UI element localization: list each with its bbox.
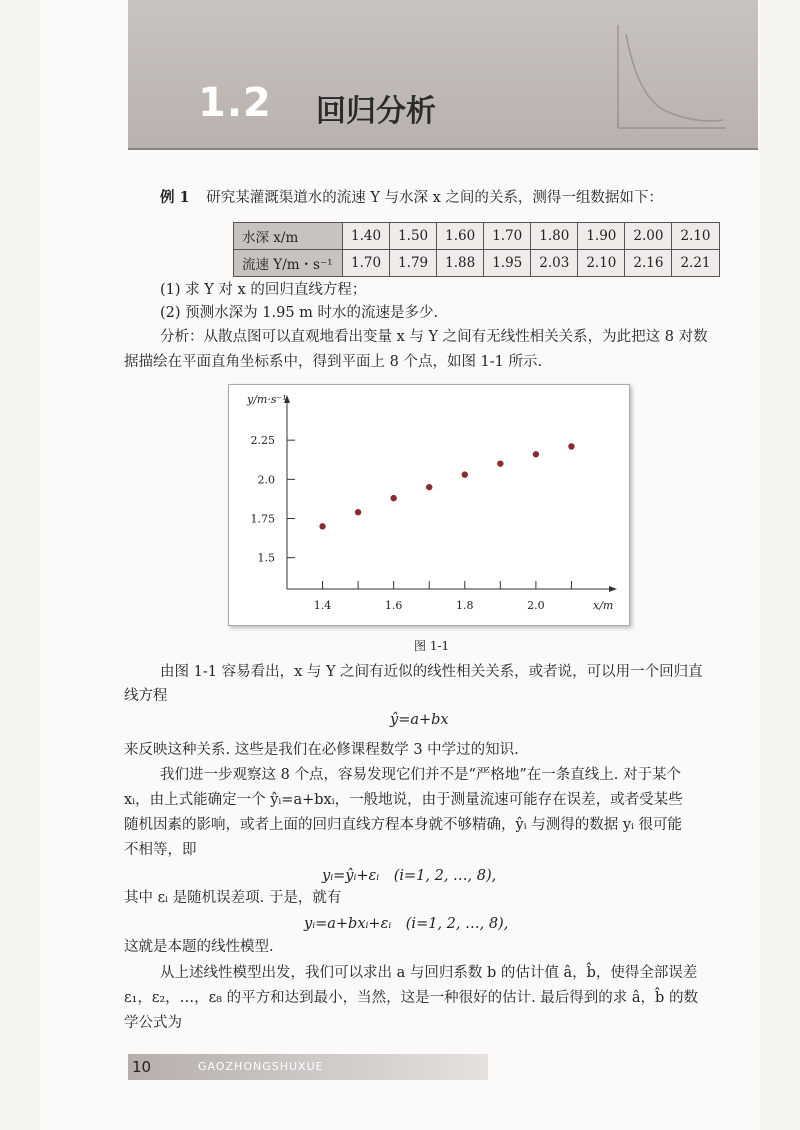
y-tick-label: 2.25	[250, 434, 275, 448]
row-header: 水深 x/m	[234, 223, 343, 250]
table-cell: 1.88	[437, 250, 484, 277]
table-cell: 1.60	[437, 223, 484, 250]
scatter-plot-svg	[229, 385, 629, 625]
x-axis-arrow	[609, 586, 617, 592]
table-cell: 1.70	[343, 250, 390, 277]
x-tick-label: 2.0	[527, 599, 545, 612]
paragraph-1-line-2: 线方程	[124, 688, 168, 704]
error-equation: yᵢ=ŷᵢ+εᵢ (i=1, 2, …, 8),	[322, 868, 497, 884]
data-point	[533, 451, 539, 457]
x-axis-label: x/m	[593, 599, 614, 612]
footer-brand: GAOZHONGSHUXUE	[198, 1060, 324, 1073]
regression-equation: ŷ=a+bx	[390, 712, 449, 728]
example-statement: 研究某灌溉渠道水的流速 Y 与水深 x 之间的关系，测得一组数据如下：	[206, 190, 663, 206]
paragraph-5: 这就是本题的线性模型.	[124, 939, 274, 955]
table-cell: 2.00	[625, 223, 672, 250]
paragraph-3-line-3: 随机因素的影响，或者上面的回归直线方程本身就不够精确，ŷᵢ 与测得的数据 yᵢ 很可能	[124, 817, 683, 833]
page-number: 10	[132, 1058, 152, 1076]
y-axis-label: y/m·s⁻¹	[247, 393, 287, 406]
x-tick-label: 1.8	[456, 599, 474, 612]
table-cell: 2.10	[578, 250, 625, 277]
table-cell: 1.95	[484, 250, 531, 277]
linear-model-equation: yᵢ=a+bxᵢ+εᵢ (i=1, 2, …, 8),	[304, 916, 509, 932]
table-cell: 1.40	[343, 223, 390, 250]
paragraph-6-line-3: 学公式为	[124, 1015, 182, 1031]
paragraph-6-line-1: 从上述线性模型出发，我们可以求出 a 与回归系数 b 的估计值 â，b̂，使得全部误差	[160, 965, 698, 981]
y-tick-label: 1.75	[250, 512, 275, 526]
section-number: 1.2	[198, 80, 272, 126]
table-cell: 1.50	[390, 223, 437, 250]
table-cell: 1.90	[578, 223, 625, 250]
data-point	[355, 509, 361, 515]
scatter-chart	[228, 384, 630, 626]
table-cell: 1.70	[484, 223, 531, 250]
data-point	[426, 484, 432, 490]
row-header: 流速 Y/m・s⁻¹	[234, 250, 343, 277]
data-point	[319, 523, 325, 529]
analysis-line-1: 分析：从散点图可以直观地看出变量 x 与 Y 之间有无线性相关关系，为此把这 8 对数	[160, 329, 708, 345]
paragraph-1-line-1: 由图 1-1 容易看出，x 与 Y 之间有近似的线性相关关系，或者说，可以用一个回归直	[160, 664, 703, 680]
example-1	[160, 188, 663, 208]
paragraph-6-line-2: ε₁，ε₂，…，ε₈ 的平方和达到最小，当然，这是一种很好的估计. 最后得到的求 â，b̂ 的数	[124, 990, 698, 1006]
paragraph-2: 来反映这种关系. 这些是我们在必修课程数学 3 中学过的知识.	[124, 742, 519, 758]
question-1: (1) 求 Y 对 x 的回归直线方程；	[160, 282, 367, 298]
table-cell: 2.21	[672, 250, 719, 277]
analysis-line-2: 据描绘在平面直角坐标系中，得到平面上 8 个点，如图 1-1 所示.	[124, 354, 543, 370]
page-footer	[128, 1054, 488, 1080]
table-cell: 1.79	[390, 250, 437, 277]
banner-curve-illustration	[608, 20, 728, 132]
table-row	[234, 250, 720, 277]
section-title: 回归分析	[316, 94, 436, 129]
table-cell: 2.10	[672, 223, 719, 250]
example-label: 例 1	[160, 189, 190, 206]
paragraph-3-line-4: 不相等，即	[124, 842, 197, 858]
table-cell: 2.03	[531, 250, 578, 277]
paragraph-4: 其中 εᵢ 是随机误差项. 于是，就有	[124, 890, 342, 906]
data-point	[462, 471, 468, 477]
figure-caption: 图 1-1	[414, 639, 450, 653]
table-row	[234, 223, 720, 250]
x-tick-label: 1.4	[313, 599, 332, 612]
paragraph-3-line-2: xᵢ，由上式能确定一个 ŷᵢ=a+bxᵢ，一般地说，由于测量流速可能存在误差，或者受某些	[124, 792, 683, 808]
data-point	[497, 460, 503, 466]
y-tick-label: 1.5	[257, 551, 275, 565]
section-banner	[128, 0, 758, 150]
table-cell: 2.16	[625, 250, 672, 277]
question-2: (2) 预测水深为 1.95 m 时水的流速是多少.	[160, 305, 439, 321]
x-tick-label: 1.6	[384, 599, 403, 612]
y-tick-label: 2.0	[257, 473, 275, 487]
paragraph-3-line-1: 我们进一步观察这 8 个点，容易发现它们并不是“严格地”在一条直线上. 对于某个	[160, 767, 681, 783]
data-table	[233, 222, 720, 277]
table-cell: 1.80	[531, 223, 578, 250]
data-point	[390, 495, 396, 501]
data-point	[568, 443, 574, 449]
